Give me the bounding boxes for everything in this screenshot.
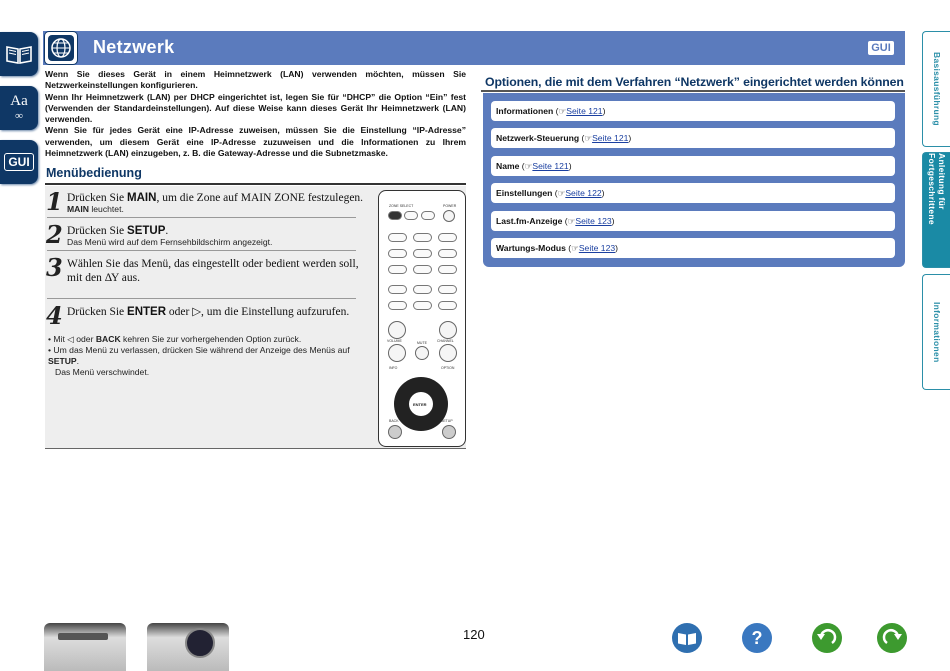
option-item[interactable]: Last.fm-Anzeige (☞Seite 123) [491,211,895,231]
intro-paragraph: Wenn Sie für jedes Gerät eine IP-Adresse zuweisen, müssen Sie die Einstellung “IP-Adresse” verwenden, um diesem Gerät eine IP-Adresse zuzuweisen und die Informationen zu Ihrem Heimnetzwerk (LAN) einzugeben, z. B. die Gateway-Adresse und die Subnetzmaske. [45,125,466,159]
step-number: 1 [46,187,63,216]
divider [45,183,466,185]
option-item[interactable]: Wartungs-Modus (☞Seite 123) [491,238,895,258]
remote-control-illustration: ZONE SELECT POWER VOLUME MUTE CHANNEL INFO OPTION ENTER BACK SETUP [378,190,466,447]
step-note: MAIN leuchtet. [67,204,124,214]
note-list [48,334,372,378]
option-item[interactable]: Netzwerk-Steuerung (☞Seite 121) [491,128,895,148]
tab-anleitung-fortgeschrittene[interactable]: Anleitung für Fortgeschrittene [922,152,950,268]
divider [47,250,356,251]
manual-book-icon[interactable] [672,623,702,653]
device-image-receiver [44,623,126,671]
option-item[interactable]: Name (☞Seite 121) [491,156,895,176]
step-text: Wählen Sie das Menü, das eingestellt oder bedient werden soll, mit den ΔΥ aus. [67,258,359,284]
tab-informationen[interactable]: Informationen [922,274,950,390]
page-number: 120 [463,627,485,642]
step-text: Drücken Sie SETUP. [67,225,169,237]
note-item: • Um das Menü zu verlassen, drücken Sie während der Anzeige des Menüs auf SETUP. [48,345,350,366]
step-text: Drücken Sie MAIN, um die Zone auf MAIN ZONE festzulegen. [67,192,364,204]
step-note: Das Menü wird auf dem Fernsehbildschirm angezeigt. [67,237,273,247]
note-item: • Mit ◁ oder BACK kehren Sie zur vorhergehenden Option zurück. [48,334,302,344]
options-title: Optionen, die mit dem Verfahren “Netzwerk” eingerichtet werden können [485,75,904,89]
page-title: Netzwerk [93,37,175,57]
text-settings-icon[interactable]: Aa ∞ [0,86,38,130]
forward-icon[interactable] [877,623,907,653]
intro-paragraph: Wenn Sie dieses Gerät in einem Heimnetzwerk (LAN) verwenden möchten, müssen Sie Netzwerkeinstellungen konfigurieren. [45,69,466,91]
device-image-player [147,623,229,671]
intro-paragraph: Wenn Ihr Heimnetzwerk (LAN) per DHCP eingerichtet ist, legen Sie für “DHCP” die Option “Ein” fest (Verwenden der Standardeinstellungen). Auf diese Weise kann dieses Gerät Ihr Heimnetzwerk (LAN) verwenden. [45,91,466,125]
note-item-continuation: Das Menü verschwindet. [55,367,150,377]
step-number: 3 [46,253,63,282]
back-icon[interactable] [812,623,842,653]
options-panel [483,93,905,267]
help-icon[interactable]: ? [742,623,772,653]
step-number: 2 [46,220,63,249]
intro-text [45,69,466,159]
step-text: Drücken Sie ENTER oder ▷, um die Einstellung aufzurufen. [67,306,350,318]
option-item[interactable]: Einstellungen (☞Seite 122) [491,183,895,203]
step-number: 4 [46,301,63,330]
book-icon[interactable] [0,32,38,76]
divider [481,90,905,92]
globe-icon [45,32,77,64]
divider [47,298,356,299]
divider [47,217,356,218]
option-item[interactable]: Informationen (☞Seite 121) [491,101,895,121]
tab-basisausfuehrung[interactable]: Basisausführung [922,31,950,147]
gui-badge: GUI [868,41,894,55]
gui-icon[interactable]: GUI [0,140,38,184]
section-title: Menübedienung [46,166,142,180]
